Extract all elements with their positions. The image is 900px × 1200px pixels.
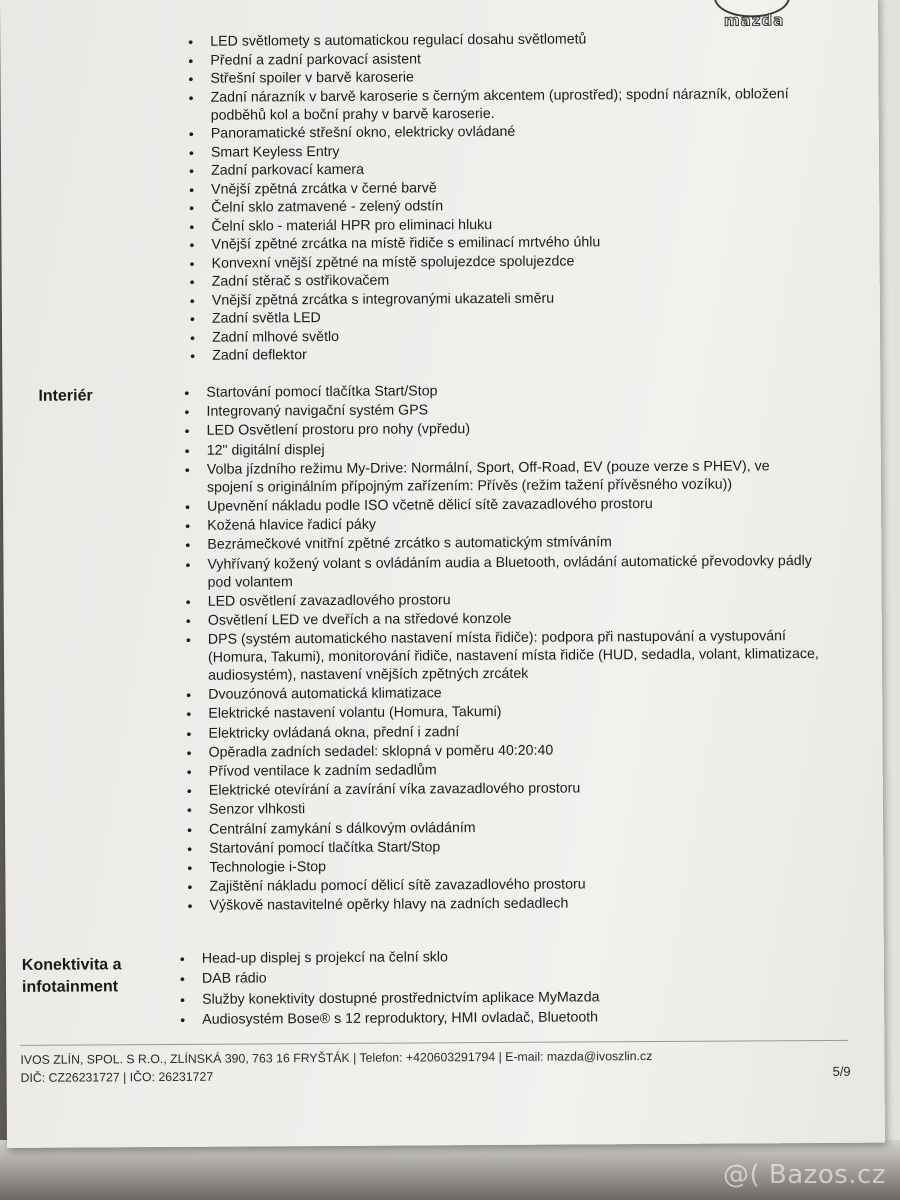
section-label-interior: Interiér bbox=[38, 387, 93, 405]
list-item: • Přední a zadní parkovací asistent bbox=[184, 48, 804, 70]
list-item: • Elektrické otevírání a zavírání víka zavazadlového prostoru bbox=[183, 778, 823, 800]
list-item: • Technologie i-Stop bbox=[183, 855, 823, 877]
logo-wordmark: mazda bbox=[723, 11, 785, 30]
list-item: • Volba jízdního režimu My-Drive: Normální, Sport, Off-Road, EV (pouze verze s PHEV), ve spojení s originálním přípojným zařízením: Přívěs (režim tažení přívěsného vozíku)) bbox=[181, 457, 813, 497]
list-item: • Kožená hlavice řadicí páky bbox=[181, 513, 821, 535]
footer-divider bbox=[20, 1040, 848, 1046]
list-item: • LED světlomety s automatickou regulací dosahu světlometů bbox=[184, 29, 804, 51]
connectivity-list bbox=[176, 946, 816, 1031]
list-item: • Zajištění nákladu pomocí dělicí sítě zavazadlového prostoru bbox=[183, 874, 823, 896]
list-item: • DAB rádio bbox=[176, 966, 816, 988]
list-item: • Integrovaný navigační systém GPS bbox=[180, 399, 820, 421]
list-item: • Střešní spoiler v barvě karoserie bbox=[184, 66, 804, 88]
list-item: • LED Osvětlení prostoru pro nohy (vpředu) bbox=[181, 418, 821, 440]
footer-tax-line: DIČ: CZ26231727 | IČO: 26231727 bbox=[20, 1069, 214, 1085]
list-item: • Výškově nastavitelné opěrky hlavy na zadních sedadlech bbox=[183, 893, 823, 915]
list-item: • LED osvětlení zavazadlového prostoru bbox=[182, 589, 822, 611]
list-item: • Elektrické nastavení volantu (Homura, Takumi) bbox=[182, 701, 822, 723]
list-item: • Bezrámečkové vnitřní zpětné zrcátko s automatickým stmíváním bbox=[181, 532, 821, 554]
list-item: • Senzor vlhkosti bbox=[183, 797, 823, 819]
list-item: • Head-up displej s projekcí na čelní sklo bbox=[176, 946, 816, 968]
exterior-list bbox=[184, 29, 806, 365]
list-item: • Osvětlení LED ve dveřích a na středové konzole bbox=[182, 608, 822, 630]
list-item: • Vnější zpětné zrcátka na místě řidiče s emilinací mrtvého úhlu bbox=[185, 232, 805, 254]
list-item: • Dvouzónová automatická klimatizace bbox=[182, 682, 822, 704]
list-item: • 12" digitální displej bbox=[181, 438, 821, 460]
list-item: • Startování pomocí tlačítka Start/Stop bbox=[183, 836, 823, 858]
list-item: • Čelní sklo - materiál HPR pro eliminaci hluku bbox=[185, 214, 805, 236]
list-item: • Zadní stěrač s ostřikovačem bbox=[186, 269, 806, 291]
watermark: @( Bazos.cz bbox=[723, 1160, 886, 1190]
list-item: • Zadní mlhové světlo bbox=[186, 325, 806, 347]
list-item: • Elektricky ovládaná okna, přední i zadní bbox=[182, 721, 822, 743]
list-item: • Opěradla zadních sedadel: sklopná v poměru 40:20:40 bbox=[183, 740, 823, 762]
list-item: • Čelní sklo zatmavené - zelený odstín bbox=[185, 195, 805, 217]
list-item: • Konvexní vnější zpětné na místě spolujezdce spolujezdce bbox=[186, 251, 806, 273]
footer-company-line: IVOS ZLÍN, SPOL. S R.O., ZLÍNSKÁ 390, 763 16 FRYŠTÁK | Telefon: +420603291794 | E-mail: mazda@ivoszlin.cz bbox=[20, 1049, 653, 1067]
list-item: • Vnější zpětná zrcátka s integrovanými ukazateli směru bbox=[186, 288, 806, 310]
list-item: • Panoramatické střešní okno, elektricky ovládané bbox=[185, 121, 805, 143]
list-item: • Centrální zamykání s dálkovým ovládáním bbox=[183, 817, 823, 839]
page-number: 5/9 bbox=[832, 1063, 851, 1079]
list-item: • Audiosystém Bose® s 12 reproduktory, HMI ovladač, Bluetooth bbox=[176, 1007, 816, 1029]
section-label-line: infotainment bbox=[21, 978, 119, 996]
list-item: • Zadní parkovací kamera bbox=[185, 158, 805, 180]
list-item: • Zadní světla LED bbox=[186, 306, 806, 328]
section-label-connectivity bbox=[22, 954, 122, 999]
interior-list bbox=[180, 380, 823, 916]
list-item: • Přívod ventilace k zadním sedadlům bbox=[183, 759, 823, 781]
list-item: • Vyhřívaný kožený volant s ovládáním audia a Bluetooth, ovládání automatické převodovky pádly pod volantem bbox=[181, 551, 825, 591]
list-item: • Smart Keyless Entry bbox=[185, 140, 805, 162]
list-item: • Služby konektivity dostupné prostřednictvím aplikace MyMazda bbox=[176, 987, 816, 1009]
footer bbox=[20, 1047, 652, 1087]
list-item: • Zadní nárazník v barvě karoserie s černým akcentem (uprostřed); spodní nárazník, obložení podběhů kol a boční prahy v barvě karoserie. bbox=[185, 85, 811, 125]
list-item: • Startování pomocí tlačítka Start/Stop bbox=[180, 380, 820, 402]
list-item: • Vnější zpětná zrcátka v černé barvě bbox=[185, 177, 805, 199]
list-item: • Upevnění nákladu podle ISO včetně dělicí sítě zavazadlového prostoru bbox=[181, 494, 821, 516]
list-item: • Zadní deflektor bbox=[186, 343, 806, 365]
section-label-line: Konektivita a bbox=[21, 956, 122, 974]
list-item: • DPS (systém automatického nastavení místa řidiče): podpora při nastupování a vystupování (Homura, Takumi), monitorování řidiče, nastavení místa řidiče (HUD, sedadla, volant, klimatizace, audiosystém), nastavení vnějších zpětných zrcátek bbox=[182, 627, 836, 685]
mazda-logo bbox=[704, 0, 800, 30]
